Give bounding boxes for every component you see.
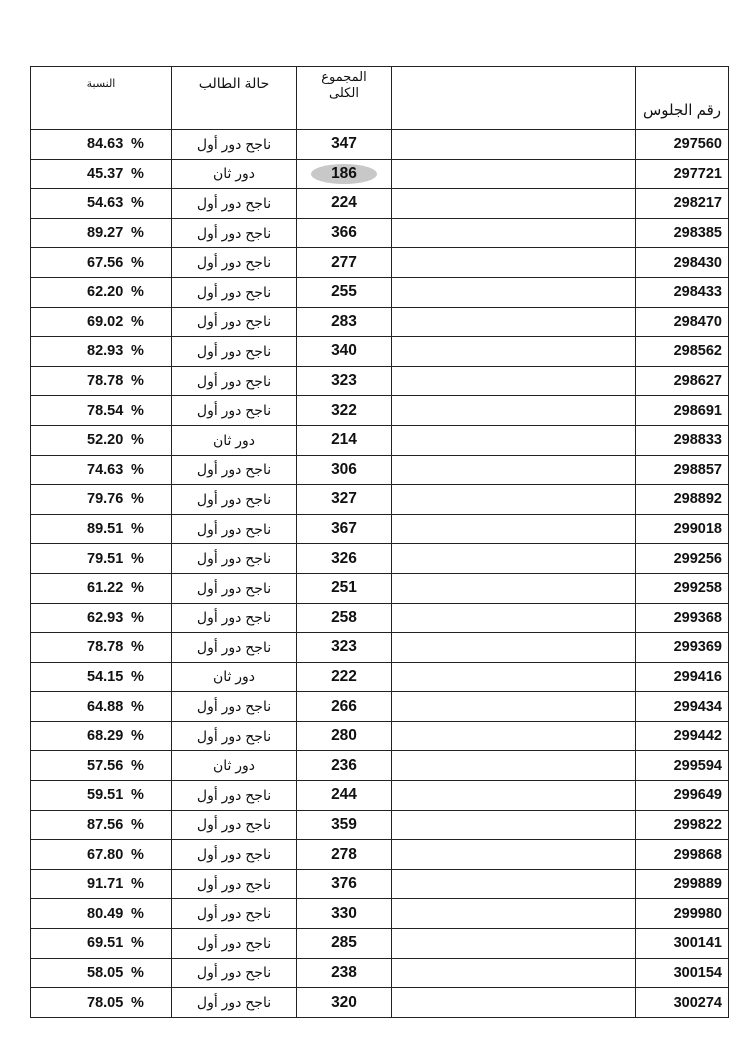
total-value: 323 bbox=[331, 372, 357, 390]
total-value: 280 bbox=[331, 727, 357, 745]
percentage-value: 91.71 bbox=[87, 876, 124, 893]
percentage-value: 87.56 bbox=[87, 816, 124, 833]
percentage-cell bbox=[31, 189, 172, 219]
total-cell bbox=[297, 514, 392, 544]
seat-number-cell: 297560 bbox=[636, 130, 729, 160]
percent-sign: % bbox=[131, 757, 144, 774]
percentage-cell bbox=[31, 869, 172, 899]
status-cell: ناجح دور أول bbox=[172, 130, 297, 160]
header-total-line2: الكلى bbox=[329, 85, 359, 100]
total-cell bbox=[297, 988, 392, 1018]
percentage-value: 54.63 bbox=[87, 195, 124, 212]
total-cell bbox=[297, 721, 392, 751]
percentage-cell bbox=[31, 751, 172, 781]
percent-sign: % bbox=[131, 491, 144, 508]
seat-number-cell: 299980 bbox=[636, 899, 729, 929]
seat-number-cell: 299649 bbox=[636, 781, 729, 811]
percentage-value: 78.54 bbox=[87, 402, 124, 419]
blank-cell bbox=[392, 840, 636, 870]
percent-sign: % bbox=[131, 639, 144, 656]
total-cell bbox=[297, 573, 392, 603]
blank-cell bbox=[392, 307, 636, 337]
percentage-cell bbox=[31, 988, 172, 1018]
seat-number-cell: 299256 bbox=[636, 544, 729, 574]
total-cell bbox=[297, 307, 392, 337]
total-cell bbox=[297, 337, 392, 367]
status-cell: ناجح دور أول bbox=[172, 633, 297, 663]
percent-sign: % bbox=[131, 994, 144, 1011]
total-cell bbox=[297, 751, 392, 781]
total-cell bbox=[297, 929, 392, 959]
status-cell: ناجح دور أول bbox=[172, 218, 297, 248]
seat-number-cell: 298430 bbox=[636, 248, 729, 278]
total-cell bbox=[297, 958, 392, 988]
total-cell bbox=[297, 277, 392, 307]
total-cell bbox=[297, 130, 392, 160]
total-value: 376 bbox=[331, 875, 357, 893]
seat-number-cell: 298433 bbox=[636, 277, 729, 307]
percent-sign: % bbox=[131, 964, 144, 981]
seat-number-cell: 299434 bbox=[636, 692, 729, 722]
total-value: 366 bbox=[331, 224, 357, 242]
status-cell: دور ثان bbox=[172, 425, 297, 455]
total-value: 244 bbox=[331, 786, 357, 804]
status-cell: ناجح دور أول bbox=[172, 307, 297, 337]
table-row bbox=[31, 603, 729, 633]
results-table bbox=[30, 66, 729, 1018]
total-value: 236 bbox=[331, 756, 357, 774]
status-cell: دور ثان bbox=[172, 662, 297, 692]
total-value: 330 bbox=[331, 904, 357, 922]
percent-sign: % bbox=[131, 668, 144, 685]
blank-cell bbox=[392, 189, 636, 219]
percent-sign: % bbox=[131, 165, 144, 182]
percentage-cell bbox=[31, 840, 172, 870]
status-cell: ناجح دور أول bbox=[172, 840, 297, 870]
percent-sign: % bbox=[131, 550, 144, 567]
percentage-value: 84.63 bbox=[87, 136, 124, 153]
table-row bbox=[31, 130, 729, 160]
percent-sign: % bbox=[131, 787, 144, 804]
total-value: 347 bbox=[331, 135, 357, 153]
blank-cell bbox=[392, 603, 636, 633]
table-row bbox=[31, 721, 729, 751]
table-row bbox=[31, 988, 729, 1018]
percentage-value: 78.05 bbox=[87, 994, 124, 1011]
percentage-cell bbox=[31, 248, 172, 278]
percentage-value: 57.56 bbox=[87, 757, 124, 774]
status-cell: ناجح دور أول bbox=[172, 485, 297, 515]
status-cell: ناجح دور أول bbox=[172, 603, 297, 633]
percentage-cell bbox=[31, 692, 172, 722]
percentage-cell bbox=[31, 603, 172, 633]
blank-cell bbox=[392, 988, 636, 1018]
table-row bbox=[31, 781, 729, 811]
total-value: 283 bbox=[331, 312, 357, 330]
percentage-cell bbox=[31, 958, 172, 988]
table-row bbox=[31, 573, 729, 603]
seat-number-cell: 298627 bbox=[636, 366, 729, 396]
percentage-cell bbox=[31, 425, 172, 455]
table-row bbox=[31, 929, 729, 959]
percentage-value: 61.22 bbox=[87, 580, 124, 597]
header-percentage: النسبة bbox=[31, 67, 172, 130]
table-row bbox=[31, 514, 729, 544]
total-value: 238 bbox=[331, 963, 357, 981]
seat-number-cell: 299822 bbox=[636, 810, 729, 840]
header-seat-number: رقم الجلوس bbox=[636, 67, 729, 130]
total-value: 285 bbox=[331, 934, 357, 952]
percent-sign: % bbox=[131, 609, 144, 626]
seat-number-cell: 298217 bbox=[636, 189, 729, 219]
total-value: 277 bbox=[331, 253, 357, 271]
header-status: حالة الطالب bbox=[172, 67, 297, 130]
total-cell bbox=[297, 248, 392, 278]
seat-number-cell: 300154 bbox=[636, 958, 729, 988]
total-cell bbox=[297, 633, 392, 663]
blank-cell bbox=[392, 337, 636, 367]
total-cell bbox=[297, 396, 392, 426]
table-row bbox=[31, 544, 729, 574]
table-row bbox=[31, 337, 729, 367]
blank-cell bbox=[392, 692, 636, 722]
blank-cell bbox=[392, 218, 636, 248]
seat-number-cell: 299369 bbox=[636, 633, 729, 663]
percentage-cell bbox=[31, 544, 172, 574]
total-value: 322 bbox=[331, 401, 357, 419]
percentage-value: 64.88 bbox=[87, 698, 124, 715]
total-value: 323 bbox=[331, 638, 357, 656]
percentage-cell bbox=[31, 899, 172, 929]
blank-cell bbox=[392, 781, 636, 811]
total-value: 258 bbox=[331, 608, 357, 626]
percentage-value: 67.56 bbox=[87, 254, 124, 271]
percentage-cell bbox=[31, 218, 172, 248]
table-body bbox=[31, 130, 729, 1018]
status-cell: ناجح دور أول bbox=[172, 544, 297, 574]
total-cell bbox=[297, 692, 392, 722]
total-value: 224 bbox=[331, 194, 357, 212]
total-value: 327 bbox=[331, 490, 357, 508]
status-cell: ناجح دور أول bbox=[172, 810, 297, 840]
percent-sign: % bbox=[131, 935, 144, 952]
table-row bbox=[31, 396, 729, 426]
blank-cell bbox=[392, 277, 636, 307]
total-value: 359 bbox=[331, 815, 357, 833]
percent-sign: % bbox=[131, 521, 144, 538]
total-value: 251 bbox=[331, 579, 357, 597]
status-cell: ناجح دور أول bbox=[172, 366, 297, 396]
table-row bbox=[31, 751, 729, 781]
percent-sign: % bbox=[131, 136, 144, 153]
percentage-value: 69.02 bbox=[87, 313, 124, 330]
table-row bbox=[31, 425, 729, 455]
table-row bbox=[31, 485, 729, 515]
percentage-value: 45.37 bbox=[87, 165, 124, 182]
percent-sign: % bbox=[131, 846, 144, 863]
status-cell: ناجح دور أول bbox=[172, 929, 297, 959]
percentage-cell bbox=[31, 277, 172, 307]
percentage-cell bbox=[31, 573, 172, 603]
blank-cell bbox=[392, 425, 636, 455]
header-blank bbox=[392, 67, 636, 130]
blank-cell bbox=[392, 810, 636, 840]
percentage-cell bbox=[31, 721, 172, 751]
percentage-value: 68.29 bbox=[87, 728, 124, 745]
total-cell bbox=[297, 218, 392, 248]
blank-cell bbox=[392, 366, 636, 396]
total-value: 222 bbox=[331, 667, 357, 685]
total-cell bbox=[297, 603, 392, 633]
percentage-cell bbox=[31, 130, 172, 160]
status-cell: دور ثان bbox=[172, 159, 297, 189]
seat-number-cell: 299368 bbox=[636, 603, 729, 633]
total-value: 278 bbox=[331, 845, 357, 863]
status-cell: ناجح دور أول bbox=[172, 958, 297, 988]
blank-cell bbox=[392, 899, 636, 929]
blank-cell bbox=[392, 633, 636, 663]
status-cell: ناجح دور أول bbox=[172, 899, 297, 929]
status-cell: ناجح دور أول bbox=[172, 781, 297, 811]
percent-sign: % bbox=[131, 876, 144, 893]
status-cell: ناجح دور أول bbox=[172, 692, 297, 722]
total-cell bbox=[297, 189, 392, 219]
percent-sign: % bbox=[131, 373, 144, 390]
table-row bbox=[31, 662, 729, 692]
status-cell: ناجح دور أول bbox=[172, 248, 297, 278]
percentage-value: 54.15 bbox=[87, 668, 124, 685]
seat-number-cell: 298691 bbox=[636, 396, 729, 426]
percentage-value: 89.51 bbox=[87, 521, 124, 538]
total-cell bbox=[297, 662, 392, 692]
seat-number-cell: 300274 bbox=[636, 988, 729, 1018]
total-cell bbox=[297, 366, 392, 396]
percentage-cell bbox=[31, 396, 172, 426]
seat-number-cell: 299258 bbox=[636, 573, 729, 603]
seat-number-cell: 300141 bbox=[636, 929, 729, 959]
total-cell bbox=[297, 455, 392, 485]
table-row bbox=[31, 869, 729, 899]
percent-sign: % bbox=[131, 254, 144, 271]
status-cell: ناجح دور أول bbox=[172, 721, 297, 751]
percent-sign: % bbox=[131, 698, 144, 715]
blank-cell bbox=[392, 662, 636, 692]
percentage-cell bbox=[31, 781, 172, 811]
percent-sign: % bbox=[131, 432, 144, 449]
total-cell bbox=[297, 869, 392, 899]
percentage-value: 82.93 bbox=[87, 343, 124, 360]
percent-sign: % bbox=[131, 728, 144, 745]
seat-number-cell: 299889 bbox=[636, 869, 729, 899]
seat-number-cell: 298892 bbox=[636, 485, 729, 515]
percentage-value: 62.20 bbox=[87, 284, 124, 301]
blank-cell bbox=[392, 485, 636, 515]
table-row bbox=[31, 277, 729, 307]
seat-number-cell: 298857 bbox=[636, 455, 729, 485]
table-row bbox=[31, 633, 729, 663]
table-row bbox=[31, 899, 729, 929]
percent-sign: % bbox=[131, 225, 144, 242]
table-row bbox=[31, 366, 729, 396]
status-cell: ناجح دور أول bbox=[172, 189, 297, 219]
percentage-cell bbox=[31, 929, 172, 959]
total-value: 186 bbox=[311, 164, 377, 184]
total-cell bbox=[297, 544, 392, 574]
percentage-cell bbox=[31, 159, 172, 189]
status-cell: ناجح دور أول bbox=[172, 869, 297, 899]
status-cell: ناجح دور أول bbox=[172, 988, 297, 1018]
percentage-value: 78.78 bbox=[87, 639, 124, 656]
table-row bbox=[31, 307, 729, 337]
percentage-cell bbox=[31, 455, 172, 485]
percentage-value: 67.80 bbox=[87, 846, 124, 863]
total-cell bbox=[297, 899, 392, 929]
percent-sign: % bbox=[131, 905, 144, 922]
percent-sign: % bbox=[131, 461, 144, 478]
table-row bbox=[31, 840, 729, 870]
blank-cell bbox=[392, 159, 636, 189]
percentage-value: 78.78 bbox=[87, 373, 124, 390]
percentage-value: 79.51 bbox=[87, 550, 124, 567]
percentage-cell bbox=[31, 810, 172, 840]
percentage-value: 62.93 bbox=[87, 609, 124, 626]
percent-sign: % bbox=[131, 313, 144, 330]
seat-number-cell: 299594 bbox=[636, 751, 729, 781]
total-cell bbox=[297, 425, 392, 455]
blank-cell bbox=[392, 721, 636, 751]
seat-number-cell: 299018 bbox=[636, 514, 729, 544]
percentage-cell bbox=[31, 337, 172, 367]
seat-number-cell: 298562 bbox=[636, 337, 729, 367]
status-cell: ناجح دور أول bbox=[172, 337, 297, 367]
seat-number-cell: 298385 bbox=[636, 218, 729, 248]
percentage-cell bbox=[31, 633, 172, 663]
table-row bbox=[31, 958, 729, 988]
percentage-cell bbox=[31, 307, 172, 337]
percent-sign: % bbox=[131, 580, 144, 597]
total-cell bbox=[297, 781, 392, 811]
seat-number-cell: 299416 bbox=[636, 662, 729, 692]
total-value: 214 bbox=[331, 431, 357, 449]
table-row bbox=[31, 218, 729, 248]
percentage-value: 69.51 bbox=[87, 935, 124, 952]
percentage-cell bbox=[31, 662, 172, 692]
header-total-line1: المجموع bbox=[321, 69, 367, 84]
total-value: 326 bbox=[331, 549, 357, 567]
seat-number-cell: 299868 bbox=[636, 840, 729, 870]
total-value: 266 bbox=[331, 697, 357, 715]
total-value: 320 bbox=[331, 993, 357, 1011]
blank-cell bbox=[392, 929, 636, 959]
status-cell: ناجح دور أول bbox=[172, 455, 297, 485]
percentage-value: 52.20 bbox=[87, 432, 124, 449]
blank-cell bbox=[392, 869, 636, 899]
blank-cell bbox=[392, 573, 636, 603]
blank-cell bbox=[392, 396, 636, 426]
blank-cell bbox=[392, 544, 636, 574]
total-value: 255 bbox=[331, 283, 357, 301]
percentage-value: 89.27 bbox=[87, 225, 124, 242]
blank-cell bbox=[392, 130, 636, 160]
table-row bbox=[31, 159, 729, 189]
table-row bbox=[31, 810, 729, 840]
blank-cell bbox=[392, 455, 636, 485]
status-cell: ناجح دور أول bbox=[172, 514, 297, 544]
total-value: 340 bbox=[331, 342, 357, 360]
table-row bbox=[31, 189, 729, 219]
percentage-value: 74.63 bbox=[87, 461, 124, 478]
blank-cell bbox=[392, 958, 636, 988]
seat-number-cell: 298470 bbox=[636, 307, 729, 337]
status-cell: ناجح دور أول bbox=[172, 396, 297, 426]
total-cell bbox=[297, 159, 392, 189]
percentage-value: 59.51 bbox=[87, 787, 124, 804]
blank-cell bbox=[392, 514, 636, 544]
seat-number-cell: 299442 bbox=[636, 721, 729, 751]
seat-number-cell: 298833 bbox=[636, 425, 729, 455]
percent-sign: % bbox=[131, 195, 144, 212]
header-row bbox=[31, 67, 729, 130]
table-row bbox=[31, 248, 729, 278]
total-cell bbox=[297, 840, 392, 870]
header-total bbox=[297, 67, 392, 130]
blank-cell bbox=[392, 751, 636, 781]
percent-sign: % bbox=[131, 343, 144, 360]
status-cell: ناجح دور أول bbox=[172, 277, 297, 307]
percentage-cell bbox=[31, 514, 172, 544]
table-header bbox=[31, 67, 729, 130]
total-cell bbox=[297, 810, 392, 840]
table-row bbox=[31, 455, 729, 485]
status-cell: دور ثان bbox=[172, 751, 297, 781]
percentage-cell bbox=[31, 485, 172, 515]
status-cell: ناجح دور أول bbox=[172, 573, 297, 603]
total-value: 306 bbox=[331, 460, 357, 478]
percentage-value: 80.49 bbox=[87, 905, 124, 922]
percent-sign: % bbox=[131, 402, 144, 419]
total-value: 367 bbox=[331, 520, 357, 538]
percentage-cell bbox=[31, 366, 172, 396]
seat-number-cell: 297721 bbox=[636, 159, 729, 189]
table-row bbox=[31, 692, 729, 722]
percent-sign: % bbox=[131, 816, 144, 833]
percent-sign: % bbox=[131, 284, 144, 301]
percentage-value: 58.05 bbox=[87, 964, 124, 981]
percentage-value: 79.76 bbox=[87, 491, 124, 508]
blank-cell bbox=[392, 248, 636, 278]
total-cell bbox=[297, 485, 392, 515]
